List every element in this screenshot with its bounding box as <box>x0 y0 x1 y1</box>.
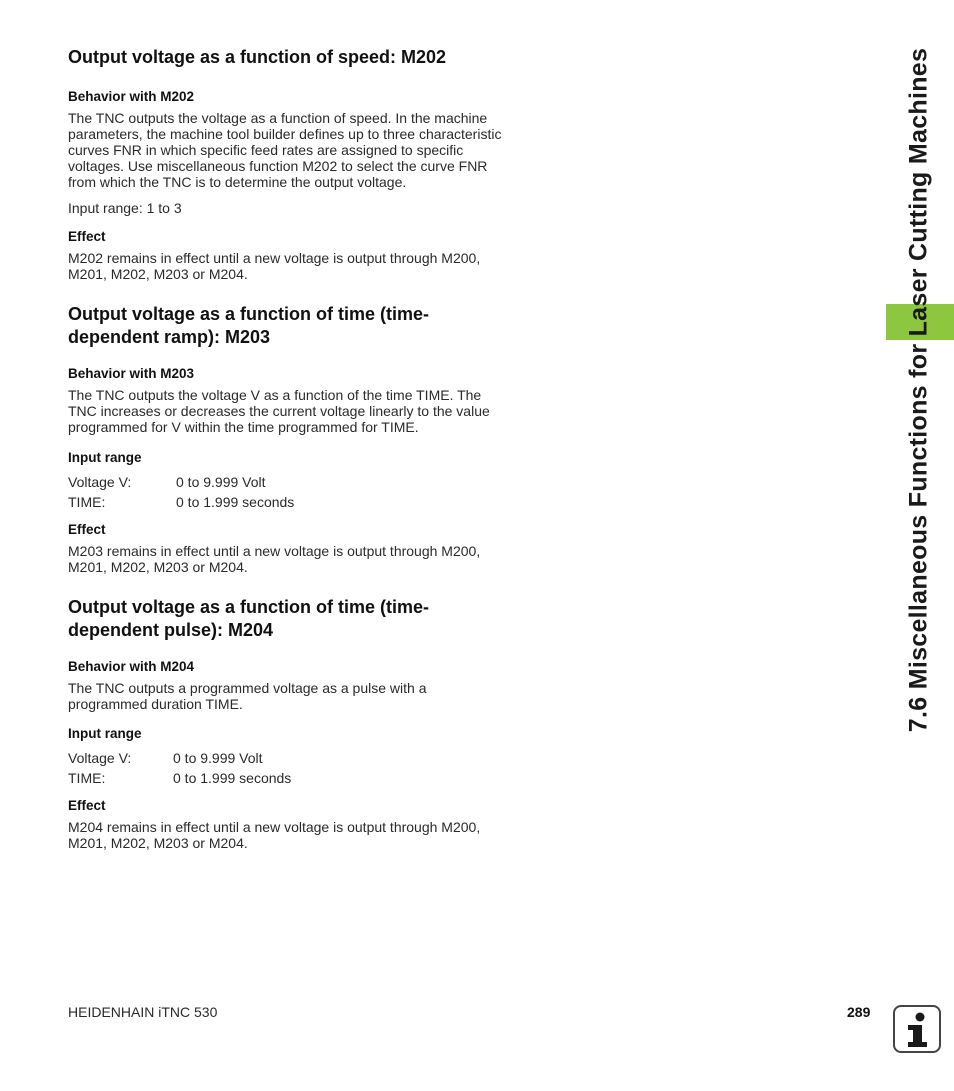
input-range-table-m203 <box>68 472 518 512</box>
page-content <box>68 46 518 851</box>
page-number: 289 <box>847 1004 871 1020</box>
time-value-m203: 0 to 1.999 seconds <box>176 494 295 510</box>
input-range-m202: Input range: 1 to 3 <box>68 200 182 216</box>
behavior-text-m202: The TNC outputs the voltage as a function of speed. In the machine parameters, the machine tool builder defines up to three characteristic curves FNR in which specific feed rates are assigned to specific voltages. Use miscellaneous function M202 to select the curve FNR from which the TNC is to determine the output voltage. <box>68 110 502 190</box>
section-title-m204 <box>68 596 518 642</box>
effect-text-m203: M203 remains in effect until a new voltage is output through M200, M201, M202, M203 or M204. <box>68 543 481 575</box>
input-range-table-m204 <box>68 748 518 788</box>
section-title-m203-line1: Output voltage as a function of time (time- <box>68 304 430 324</box>
section-title-m204-line1: Output voltage as a function of time (time- <box>68 597 430 617</box>
voltage-label-m203: Voltage V: <box>68 474 132 490</box>
behavior-heading-m202: Behavior with M202 <box>68 89 195 104</box>
behavior-heading-m203: Behavior with M203 <box>68 366 195 381</box>
behavior-text-m203: The TNC outputs the voltage V as a function of the time TIME. The TNC increases or decreases the current voltage linearly to the value programmed for V within the time programmed for TIME. <box>68 387 490 435</box>
behavior-text-m204: The TNC outputs a programmed voltage as a pulse with a programmed duration TIME. <box>68 680 427 712</box>
section-title-m203 <box>68 303 518 349</box>
input-range-heading-m204: Input range <box>68 726 142 741</box>
voltage-label-m204: Voltage V: <box>68 750 132 766</box>
voltage-value-m204: 0 to 9.999 Volt <box>173 750 263 766</box>
effect-heading-m204: Effect <box>68 798 106 813</box>
effect-text-m204: M204 remains in effect until a new voltage is output through M200, M201, M202, M203 or M204. <box>68 819 481 851</box>
info-icon <box>893 1005 941 1053</box>
info-icon-glyph <box>895 1007 939 1051</box>
input-range-heading-m203: Input range <box>68 450 142 465</box>
time-value-m204: 0 to 1.999 seconds <box>173 770 292 786</box>
voltage-value-m203: 0 to 9.999 Volt <box>176 474 266 490</box>
footer-product-name: HEIDENHAIN iTNC 530 <box>68 1004 218 1020</box>
time-label-m203: TIME: <box>68 494 106 510</box>
effect-heading-m202: Effect <box>68 229 106 244</box>
section-title-m203-line2: dependent ramp): M203 <box>68 327 271 347</box>
time-label-m204: TIME: <box>68 770 106 786</box>
effect-text-m202: M202 remains in effect until a new voltage is output through M200, M201, M202, M203 or M204. <box>68 250 481 282</box>
effect-heading-m203: Effect <box>68 522 106 537</box>
section-title-m204-line2: dependent pulse): M204 <box>68 620 274 640</box>
behavior-heading-m204: Behavior with M204 <box>68 659 195 674</box>
section-title-m202: Output voltage as a function of speed: M202 <box>68 47 447 67</box>
chapter-side-title: 7.6 Miscellaneous Functions for Laser Cutting Machines <box>904 47 933 733</box>
